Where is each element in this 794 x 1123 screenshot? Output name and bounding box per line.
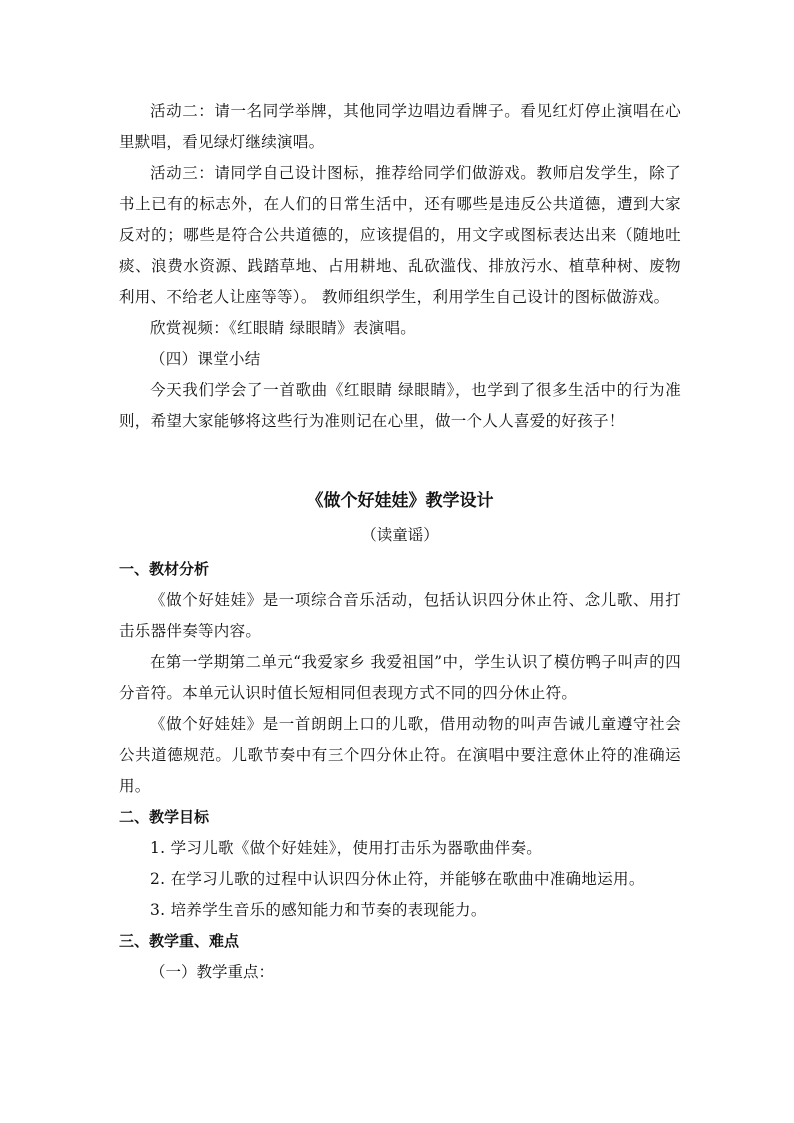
section-heading-analysis: 一、教材分析: [119, 560, 210, 578]
section-heading-key-points: 三、教学重、难点: [119, 932, 240, 950]
analysis-paragraph: 《做个好娃娃》是一项综合音乐活动，包括认识四分休止符、念儿歌、用打击乐器伴奏等内容。: [119, 591, 681, 640]
key-points-subheading: （一）教学重点：: [150, 963, 275, 981]
document-subtitle: （读童谣）: [361, 526, 439, 544]
goal-list-item: 3. 培养学生音乐的感知能力和节奏的表现能力。: [150, 901, 487, 919]
section-gap: [119, 437, 681, 484]
goal-list-item: 1. 学习儿歌《做个好娃娃》，使用打击乐为器歌曲伴奏。: [150, 839, 543, 857]
section-heading-goals: 二、教学目标: [119, 808, 210, 826]
analysis-paragraph: 在第一学期第二单元“我爱家乡 我爱祖国”中，学生认识了模仿鸭子叫声的四分音符。本单元认识时值长短相同但表现方式不同的四分休止符。: [119, 653, 681, 702]
analysis-paragraph: 《做个好娃娃》是一首朗朗上口的儿歌，借用动物的叫声告诫儿童遵守社会公共道德规范。儿歌节奏中有三个四分休止符。在演唱中要注意休止符的准确运用。: [119, 715, 681, 795]
video-paragraph: 欣赏视频：《红眼睛 绿眼睛》表演唱。: [150, 319, 417, 337]
goal-list-item: 2. 在学习儿歌的过程中认识四分休止符，并能够在歌曲中准确地运用。: [150, 870, 645, 888]
activity-three-paragraph: 活动三：请同学自己设计图标，推荐给同学们做游戏。教师启发学生，除了书上已有的标志外，在人们的日常生活中，还有哪些是违反公共道德，遭到大家反对的；哪些是符合公共道德的，应该提倡的，用文字或图标表达出来（随地吐痰、浪费水资源、践踏草地、占用耕地、乱砍滥伐、排放污水、植草种树、废物利用、不给老人让座等等）。 教师组织学生，利用学生自己设计的图标做游戏。: [119, 164, 681, 306]
document-title: 《做个好娃娃》教学设计: [306, 491, 494, 511]
summary-heading: （四）课堂小结: [150, 350, 261, 368]
document-page: [119, 96, 681, 988]
summary-paragraph: 今天我们学会了一首歌曲《红眼睛 绿眼睛》，也学到了很多生活中的行为准则，希望大家能够将这些行为准则记在心里，做一个人人喜爱的好孩子！: [119, 381, 681, 430]
activity-two-paragraph: 活动二：请一名同学举牌，其他同学边唱边看牌子。看见红灯停止演唱在心里默唱，看见绿灯继续演唱。: [119, 102, 681, 151]
